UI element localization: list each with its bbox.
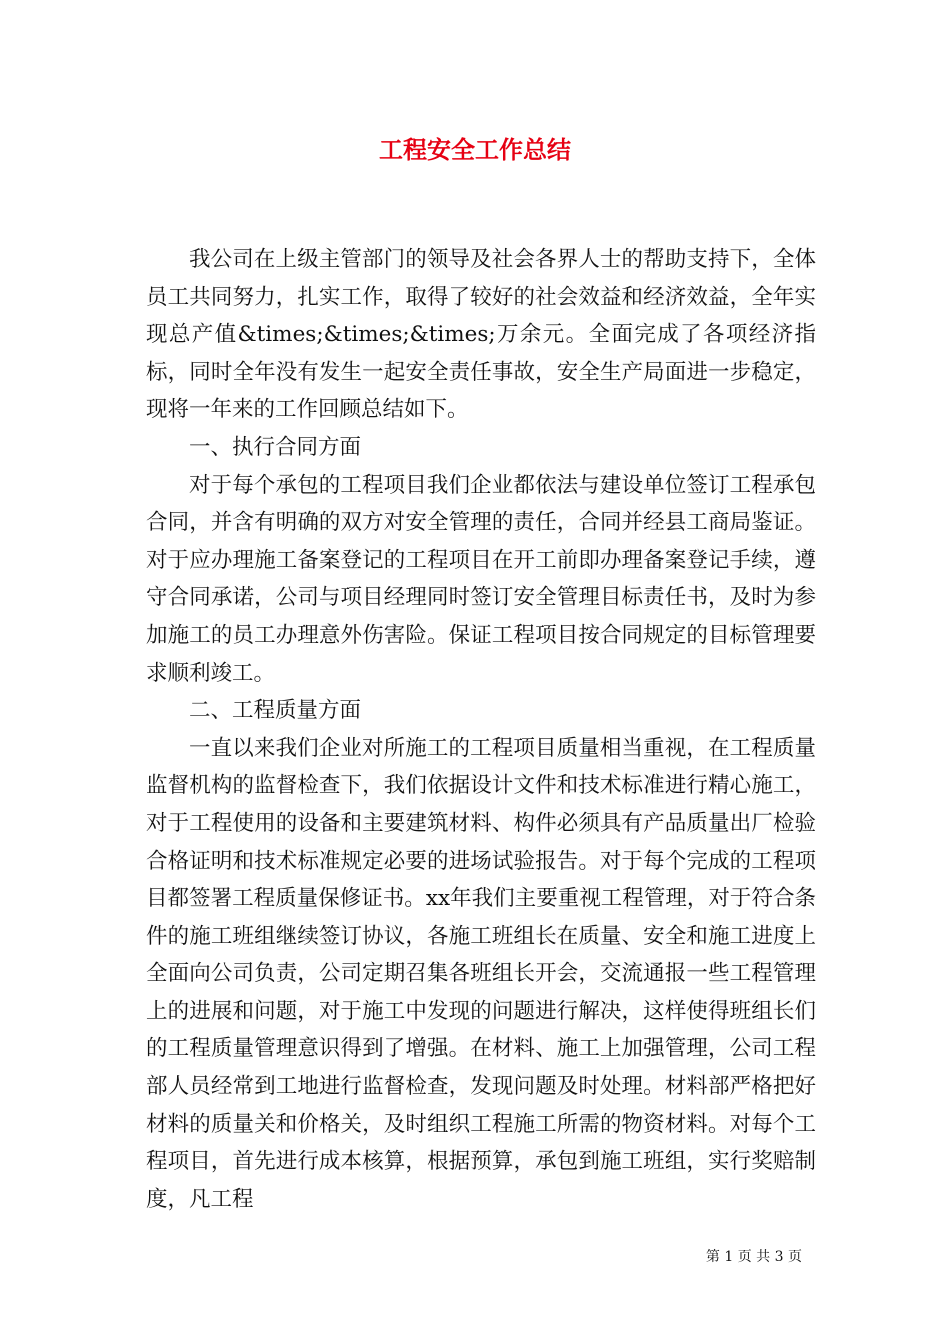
document-body	[146, 241, 816, 1218]
document-title: 工程安全工作总结	[379, 135, 571, 164]
section-heading-contract: 一、执行合同方面	[189, 434, 362, 460]
section-heading-quality: 二、工程质量方面	[189, 698, 362, 724]
page-number-footer: 第 1 页 共 3 页	[705, 1249, 802, 1265]
paragraph-quality: 一直以来我们企业对所施工的工程项目质量相当重视，在工程质量监督机构的监督检查下，我们依据设计文件和技术标准进行精心施工，对于工程使用的设备和主要建筑材料、构件必须具有产品质量出厂检验合格证明和技术标准规定必要的进场试验报告。对于每个完成的工程项目都签署工程质量保修证书。xx年我们主要重视工程管理，对于符合条件的施工班组继续签订协议，各施工班组长在质量、安全和施工进度上全面向公司负责，公司定期召集各班组长开会，交流通报一些工程管理上的进展和问题，对于施工中发现的问题进行解决，这样使得班组长们的工程质量管理意识得到了增强。在材料、施工上加强管理，公司工程部人员经常到工地进行监督检查，发现问题及时处理。材料部严格把好材料的质量关和价格关，及时组织工程施工所需的物资材料。对每个工程项目，首先进行成本核算，根据预算，承包到施工班组，实行奖赔制度，凡工程	[146, 735, 816, 1212]
paragraph-contract: 对于每个承包的工程项目我们企业都依法与建设单位签订工程承包合同，并含有明确的双方对安全管理的责任，合同并经县工商局鉴证。对于应办理施工备案登记的工程项目在开工前即办理备案登记手续，遵守合同承诺，公司与项目经理同时签订安全管理目标责任书，及时为参加施工的员工办理意外伤害险。保证工程项目按合同规定的目标管理要求顺利竣工。	[146, 472, 816, 686]
paragraph-intro: 我公司在上级主管部门的领导及社会各界人士的帮助支持下，全体员工共同努力，扎实工作，取得了较好的社会效益和经济效益，全年实现总产值&times;&times;&times;万余元。全面完成了各项经济指标，同时全年没有发生一起安全责任事故，安全生产局面进一步稳定，现将一年来的工作回顾总结如下。	[146, 247, 816, 423]
